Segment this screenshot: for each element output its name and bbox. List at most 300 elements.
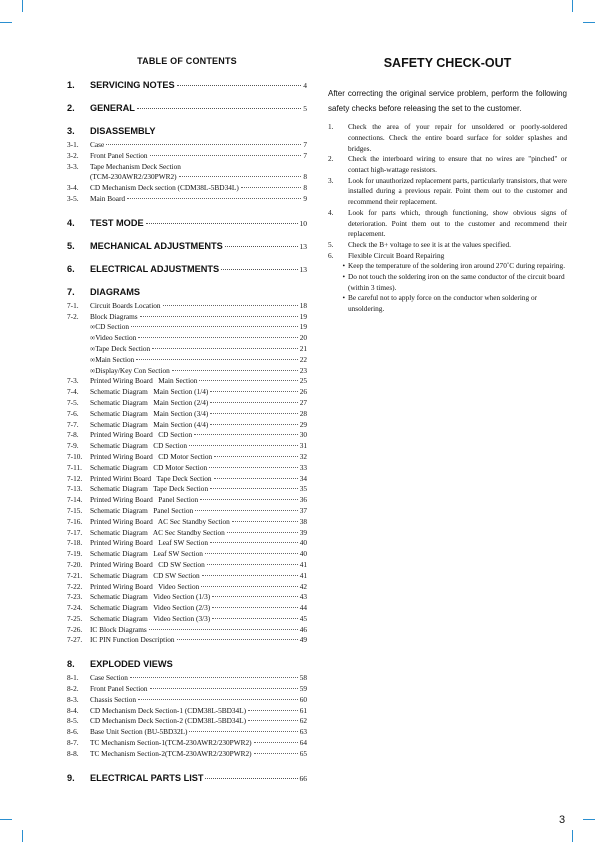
toc-item[interactable] (67, 376, 307, 387)
toc-item[interactable] (67, 538, 307, 549)
toc-item[interactable] (67, 194, 307, 205)
toc-section-number: 9. (67, 772, 75, 783)
safety-bullet (328, 261, 567, 272)
toc-section-heading[interactable] (67, 218, 307, 228)
toc-item-page: 49 (299, 635, 307, 645)
toc-section (67, 126, 307, 205)
toc-section-number: 2. (67, 103, 75, 113)
toc-section-title: ELECTRICAL ADJUSTMENTS (90, 263, 220, 274)
toc-item-title: Printed Wiring Board Panel Section (90, 495, 199, 505)
toc-item[interactable] (67, 673, 307, 684)
toc-leader-dots (138, 699, 298, 700)
toc-item-number: 3-3. (67, 161, 79, 171)
toc-item[interactable] (67, 441, 307, 452)
toc-item[interactable] (67, 695, 307, 706)
toc-leader-dots (146, 223, 298, 224)
toc-item[interactable] (67, 592, 307, 603)
toc-item-title: Schematic Diagram Main Section (3/4) (90, 408, 209, 418)
toc-item-page: 32 (299, 451, 307, 461)
toc-item[interactable] (67, 549, 307, 560)
toc-item[interactable] (67, 183, 307, 194)
toc-leader-dots (177, 85, 302, 86)
crop-mark-bottom-left (22, 830, 23, 842)
toc-item[interactable] (67, 582, 307, 593)
toc-leader-dots (207, 564, 298, 565)
toc-item-page: 33 (299, 462, 307, 472)
toc-item-number: 8-7. (67, 738, 79, 748)
toc-item[interactable] (67, 684, 307, 695)
toc-item-title: Block Diagrams (90, 311, 138, 321)
toc-item-title: Printed Wiring Board Video Section (90, 581, 200, 591)
toc-item-page: 26 (299, 387, 307, 397)
toc-leader-dots (212, 607, 298, 608)
toc-item[interactable] (67, 420, 307, 431)
toc-section-heading[interactable] (67, 773, 307, 783)
safety-bullet (328, 293, 567, 314)
toc-leader-dots (214, 478, 298, 479)
toc-item-title: Schematic Diagram Video Section (1/3) (90, 592, 211, 602)
toc-item[interactable] (67, 517, 307, 528)
toc-leader-dots (210, 402, 297, 403)
toc-item-number: 7-1. (67, 300, 79, 310)
toc-leader-dots (254, 742, 298, 743)
page-number: 3 (559, 814, 566, 826)
toc-section (67, 241, 307, 251)
toc-leader-dots (212, 596, 298, 597)
table-of-contents (67, 56, 307, 796)
toc-item-number: 7-27. (67, 635, 83, 645)
toc-section-title: ELECTRICAL PARTS LIST (90, 772, 204, 783)
toc-section-page: 13 (299, 264, 307, 274)
toc-item-page: 43 (299, 592, 307, 602)
safety-step-number: 4. (328, 207, 334, 217)
toc-item[interactable] (67, 484, 307, 495)
toc-item-page: 19 (299, 322, 307, 332)
toc-leader-dots (106, 144, 301, 145)
toc-leader-dots (131, 326, 298, 327)
toc-item-number: 8-3. (67, 694, 79, 704)
safety-step-number: 1. (328, 122, 334, 132)
toc-item-title: Schematic Diagram Main Section (2/4) (90, 397, 209, 407)
toc-leader-dots (241, 187, 302, 188)
toc-section (67, 80, 307, 90)
safety-step (328, 251, 567, 262)
toc-item-title: Main Board (90, 193, 126, 203)
toc-item-title: CD Mechanism Deck Section-2 (CDM38L-5BD34L) (90, 716, 247, 726)
toc-item-page: 46 (299, 624, 307, 634)
toc-leader-dots (195, 510, 298, 511)
toc-item[interactable] (67, 495, 307, 506)
toc-item[interactable] (67, 528, 307, 539)
toc-section (67, 218, 307, 228)
toc-item-page: 65 (299, 748, 307, 758)
safety-step-text: Look for unauthorized replacement parts, particularly transistors, that were installed during a previous repair. Point them out to the customer and recommend their replacement. (348, 175, 567, 207)
toc-item-number: 8-2. (67, 684, 79, 694)
toc-item-page: 21 (299, 343, 307, 353)
toc-item-page: 61 (299, 705, 307, 715)
toc-leader-dots (232, 521, 298, 522)
toc-item-page: 23 (299, 365, 307, 375)
toc-section-title: GENERAL (90, 103, 135, 113)
toc-item-page: 7 (303, 150, 307, 160)
toc-item-number: 7-2. (67, 311, 79, 321)
crop-mark-top-right (583, 22, 595, 23)
toc-item-title: ∞CD Section (90, 322, 130, 332)
toc-item-number: 7-7. (67, 419, 79, 429)
safety-step-number: 6. (328, 250, 334, 260)
toc-item-title: Front Panel Section (90, 150, 148, 160)
toc-item[interactable] (67, 452, 307, 463)
toc-item-title: TC Mechanism Section-1(TCM-230AWR2/230PWR2) (90, 738, 252, 748)
toc-item-page: 44 (299, 603, 307, 613)
toc-leader-dots (210, 424, 297, 425)
toc-leader-dots (205, 553, 298, 554)
toc-leader-dots (205, 778, 297, 779)
toc-item-title: IC Block Diagrams (90, 624, 147, 634)
toc-item-number: 7-15. (67, 505, 83, 515)
safety-step (328, 176, 567, 208)
toc-item[interactable] (67, 355, 307, 366)
toc-leader-dots (225, 246, 298, 247)
toc-item-title: (TCM-230AWR2/230PWR2) (90, 172, 177, 182)
toc-item-title: Printed Wirint Board Tape Deck Section (90, 473, 212, 483)
toc-item-page: 9 (303, 193, 307, 203)
toc-item-title: Schematic Diagram CD SW Section (90, 570, 200, 580)
toc-leader-dots (201, 586, 297, 587)
toc-item-page: 64 (299, 738, 307, 748)
toc-section-title: SERVICING NOTES (90, 80, 175, 90)
safety-step-text: Check the B+ voltage to see it is at the values specified. (348, 239, 511, 249)
safety-bullet-text: Keep the temperature of the soldering iron around 270˚C during repairing. (348, 261, 566, 271)
toc-item-page: 8 (303, 172, 307, 182)
toc-leader-dots (189, 731, 297, 732)
toc-item-title: Printed Wiring Board Leaf SW Section (90, 538, 208, 548)
toc-item[interactable] (67, 333, 307, 344)
toc-item-page: 36 (299, 495, 307, 505)
toc-item-number: 7-18. (67, 538, 83, 548)
toc-item-page: 29 (299, 419, 307, 429)
toc-item-number: 7-6. (67, 408, 79, 418)
toc-item-number: 8-1. (67, 673, 79, 683)
toc-item[interactable] (67, 474, 307, 485)
toc-item-number: 7-3. (67, 376, 79, 386)
safety-steps (328, 122, 567, 261)
toc-item[interactable] (67, 409, 307, 420)
toc-item[interactable] (67, 603, 307, 614)
toc-leader-dots (227, 532, 298, 533)
toc-section-page: 5 (303, 104, 307, 113)
toc-leader-dots (212, 618, 298, 619)
toc-item-page: 37 (299, 505, 307, 515)
toc-item-page: 41 (299, 559, 307, 569)
toc-item-page: 41 (299, 570, 307, 580)
toc-item-page: 40 (299, 549, 307, 559)
toc-item-title: Printed Wiring Board AC Sec Standby Section (90, 516, 230, 526)
toc-item-number: 7-23. (67, 592, 83, 602)
toc-leader-dots (138, 337, 297, 338)
toc-item-number: 7-5. (67, 397, 79, 407)
bullet-icon: • (342, 272, 345, 282)
toc-item-page: 22 (299, 354, 307, 364)
toc-section-number: 3. (67, 126, 75, 136)
toc-item-title: Printed Wiring Board CD Section (90, 430, 193, 440)
toc-item-title: TC Mechanism Section-2(TCM-230AWR2/230PWR2) (90, 748, 252, 758)
toc-section-page: 10 (299, 218, 307, 228)
toc-leader-dots (254, 753, 298, 754)
toc-item-page: 19 (299, 311, 307, 321)
toc-section-heading[interactable] (67, 264, 307, 274)
toc-item-number: 7-19. (67, 549, 83, 559)
toc-item-number: 7-4. (67, 387, 79, 397)
toc-item-page: 62 (299, 716, 307, 726)
toc-leader-dots (221, 269, 297, 270)
toc-leader-dots (163, 305, 298, 306)
toc-item-number: 7-24. (67, 603, 83, 613)
toc-item-number: 7-17. (67, 527, 83, 537)
toc-leader-dots (202, 575, 298, 576)
toc-item-number: 7-16. (67, 516, 83, 526)
toc-item-page: 25 (299, 376, 307, 386)
toc-item-number: 8-4. (67, 705, 79, 715)
toc-section-title: DISASSEMBLY (90, 126, 156, 136)
toc-section-title: MECHANICAL ADJUSTMENTS (90, 240, 223, 251)
safety-step (328, 208, 567, 240)
toc-item-title: Front Panel Section (90, 684, 148, 694)
toc-item-title: Schematic Diagram Leaf SW Section (90, 549, 203, 559)
crop-mark-bottom-right (583, 819, 595, 820)
toc-item-page: 58 (299, 673, 307, 683)
toc-section-number: 1. (67, 80, 75, 90)
toc-leader-dots (248, 710, 298, 711)
toc-section-title: DIAGRAMS (90, 286, 141, 297)
toc-leader-dots (189, 445, 298, 446)
crop-mark-top-right (572, 0, 573, 12)
toc-leader-dots (136, 359, 297, 360)
toc-item-page: 8 (303, 183, 307, 193)
toc-item-title: Schematic Diagram Tape Deck Section (90, 484, 209, 494)
toc-section-page: 13 (299, 241, 307, 251)
toc-item-title: Circuit Boards Location (90, 300, 161, 310)
toc-leader-dots (209, 467, 298, 468)
safety-step-text: Look for parts which, through functioning, show obvious signs of deterioration. Point them out to the customer and recommend their replacement. (348, 207, 567, 239)
toc-item[interactable] (67, 398, 307, 409)
toc-item[interactable] (67, 749, 307, 760)
toc-item-number: 7-21. (67, 570, 83, 580)
safety-step-text: Check the area of your repair for unsoldered or poorly-soldered connections. Check the entire board surface for solder splashes and bridges. (348, 122, 567, 153)
toc-item-title: Schematic Diagram Main Section (4/4) (90, 419, 209, 429)
toc-item-number: 3-4. (67, 183, 79, 193)
crop-mark-top-left (22, 0, 23, 12)
toc-item-page: 18 (299, 300, 307, 310)
toc-leader-dots (137, 108, 301, 109)
toc-item[interactable] (67, 463, 307, 474)
toc-section (67, 659, 307, 759)
toc-item[interactable] (67, 430, 307, 441)
toc-section-number: 8. (67, 659, 75, 670)
safety-step (328, 154, 567, 175)
toc-section-heading[interactable] (67, 80, 307, 90)
toc-leader-dots (179, 176, 302, 177)
toc-item-number: 8-8. (67, 748, 79, 758)
toc-item-page: 63 (299, 727, 307, 737)
toc-section-heading[interactable] (67, 659, 307, 669)
toc-item-page: 45 (299, 613, 307, 623)
toc-item-number: 3-2. (67, 150, 79, 160)
toc-section (67, 103, 307, 113)
toc-section-number: 5. (67, 240, 75, 251)
toc-item[interactable] (67, 312, 307, 323)
toc-item[interactable] (67, 301, 307, 312)
toc-section-heading[interactable] (67, 241, 307, 251)
safety-bullet-text: Do not touch the soldering iron on the same conductor of the circuit board (within 3 times). (348, 272, 565, 292)
toc-item[interactable] (67, 366, 307, 377)
crop-mark-bottom-left (0, 819, 12, 820)
toc-item-title: Schematic Diagram AC Sec Standby Section (90, 527, 225, 537)
toc-item[interactable] (67, 387, 307, 398)
toc-item[interactable] (67, 506, 307, 517)
toc-item-title: Tape Mechanism Deck Section (90, 161, 181, 171)
toc-item[interactable] (67, 140, 307, 151)
toc-item-number: 7-13. (67, 484, 83, 494)
toc-item[interactable] (67, 162, 307, 173)
toc-item-title: CD Mechanism Deck Section-1 (CDM38L-5BD34L) (90, 705, 247, 715)
toc-item-page: 7 (303, 140, 307, 149)
toc-item-page: 27 (299, 397, 307, 407)
toc-item-title: Case Section (90, 673, 128, 683)
toc-item-title: Schematic Diagram Panel Section (90, 505, 194, 515)
toc-title: TABLE OF CONTENTS (137, 56, 237, 66)
toc-item-number: 7-10. (67, 451, 83, 461)
toc-item[interactable] (67, 727, 307, 738)
toc-leader-dots (172, 370, 298, 371)
toc-item[interactable] (67, 560, 307, 571)
safety-intro: After correcting the original service problem, perform the following safety checks before releasing the set to the customer. (328, 89, 567, 113)
toc-item-page: 42 (299, 581, 307, 591)
toc-item-title: Schematic Diagram Video Section (2/3) (90, 603, 211, 613)
toc-leader-dots (194, 434, 298, 435)
toc-item[interactable] (67, 716, 307, 727)
toc-item-number: 8-5. (67, 716, 79, 726)
toc-item[interactable] (67, 571, 307, 582)
toc-item[interactable] (67, 151, 307, 162)
toc-item-title: Schematic Diagram CD Motor Section (90, 462, 208, 472)
toc-item-number: 7-8. (67, 430, 79, 440)
toc-item-title: ∞Video Section (90, 333, 137, 343)
toc-item-page: 35 (299, 484, 307, 494)
toc-item[interactable] (67, 625, 307, 636)
toc-leader-dots (200, 499, 298, 500)
toc-item-title: ∞Display/Key Con Section (90, 365, 170, 375)
toc-item-title: Chassis Section (90, 694, 137, 704)
safety-step-text: Flexible Circuit Board Repairing (348, 250, 445, 260)
toc-sections (67, 80, 307, 783)
toc-item[interactable] (67, 635, 307, 646)
toc-item[interactable] (67, 322, 307, 333)
toc-item-page: 28 (299, 408, 307, 418)
toc-item[interactable] (67, 172, 307, 183)
toc-section-page: 4 (303, 81, 307, 90)
toc-section-title: TEST MODE (90, 217, 144, 228)
toc-item-page: 40 (299, 538, 307, 548)
toc-item[interactable] (67, 614, 307, 625)
toc-item-title: IC PIN Function Description (90, 635, 175, 645)
toc-leader-dots (150, 688, 298, 689)
toc-section-heading[interactable] (67, 126, 307, 136)
toc-item-number: 7-14. (67, 495, 83, 505)
toc-item-title: ∞Tape Deck Section (90, 343, 151, 353)
toc-item-title: Schematic Diagram Video Section (3/3) (90, 613, 211, 623)
crop-mark-top-left (0, 22, 12, 23)
bullet-icon: • (342, 293, 345, 303)
toc-item-page: 39 (299, 527, 307, 537)
toc-item[interactable] (67, 706, 307, 717)
toc-item-title: Schematic Diagram Main Section (1/4) (90, 387, 209, 397)
toc-item-title: Base Unit Section (BU-5BD32L) (90, 727, 188, 737)
toc-leader-dots (248, 720, 298, 721)
toc-leader-dots (199, 380, 297, 381)
toc-item-title: Printed Wiring Board CD SW Section (90, 559, 205, 569)
bullet-icon: • (342, 261, 345, 271)
safety-step-number: 3. (328, 175, 334, 185)
toc-item-number: 8-6. (67, 727, 79, 737)
toc-item-page: 60 (299, 694, 307, 704)
toc-item-number: 7-20. (67, 559, 83, 569)
safety-step (328, 240, 567, 251)
toc-leader-dots (214, 456, 298, 457)
safety-bullet (328, 272, 567, 293)
toc-section-number: 4. (67, 217, 75, 228)
toc-leader-dots (127, 198, 301, 199)
toc-item-page: 30 (299, 430, 307, 440)
toc-item-title: Printed Wiring Board Main Section (90, 376, 198, 386)
toc-item-page: 38 (299, 516, 307, 526)
toc-section-number: 6. (67, 263, 75, 274)
toc-item[interactable] (67, 344, 307, 355)
toc-item-title: Printed Wiring Board CD Motor Section (90, 451, 213, 461)
toc-item-page: 20 (299, 333, 307, 343)
toc-item[interactable] (67, 738, 307, 749)
toc-item-title: Schematic Diagram CD Section (90, 441, 188, 451)
toc-section-number: 7. (67, 286, 75, 297)
toc-item-number: 7-22. (67, 581, 83, 591)
toc-leader-dots (177, 639, 298, 640)
toc-item-title: ∞Main Section (90, 354, 135, 364)
toc-section-page: 66 (299, 773, 307, 783)
toc-leader-dots (150, 155, 302, 156)
toc-leader-dots (149, 629, 298, 630)
safety-step-number: 5. (328, 239, 334, 249)
toc-section (67, 773, 307, 783)
toc-section-heading[interactable] (67, 103, 307, 113)
toc-leader-dots (210, 542, 298, 543)
toc-leader-dots (152, 348, 297, 349)
safety-bullets (328, 261, 567, 315)
toc-section (67, 287, 307, 647)
safety-title: SAFETY CHECK-OUT (383, 56, 512, 70)
toc-item-page: 31 (299, 441, 307, 451)
toc-leader-dots (210, 413, 297, 414)
toc-item-number: 7-26. (67, 624, 83, 634)
toc-section-heading[interactable] (67, 287, 307, 297)
safety-bullet-text: Be careful not to apply force on the conductor when soldering or unsoldering. (348, 293, 538, 314)
toc-section-title: EXPLODED VIEWS (90, 659, 173, 670)
toc-item-number: 7-12. (67, 473, 83, 483)
toc-item-page: 34 (299, 473, 307, 483)
safety-step-number: 2. (328, 154, 334, 164)
toc-item-number: 3-5. (67, 193, 79, 203)
toc-leader-dots (130, 677, 298, 678)
toc-section (67, 264, 307, 274)
